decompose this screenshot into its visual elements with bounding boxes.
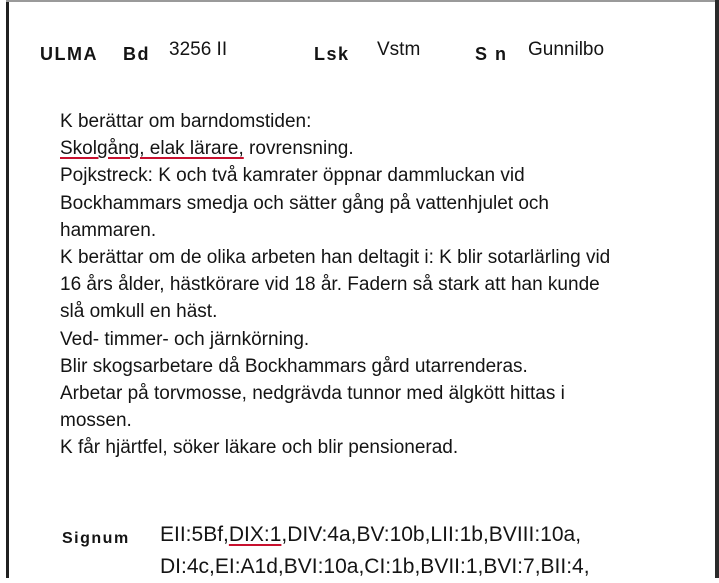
signum-codes: [160, 519, 590, 583]
signum-line: DI:4c,EI:A1d,BVI:10a,CI:1b,BVII:1,BVI:7,BII:4,: [160, 555, 590, 578]
sn-label: S n: [475, 44, 508, 64]
body-line: Blir skogsarbetare då Bockhammars gård utarrenderas.: [60, 355, 528, 377]
body-line: K berättar om de olika arbeten han deltagit i: K blir sotarlärling vid: [60, 247, 611, 269]
sn-value: Gunnilbo: [528, 39, 605, 60]
body-line: 16 års ålder, hästkörare vid 18 år. Fadern så stark att han kunde: [60, 274, 600, 296]
body-line: mossen.: [60, 410, 132, 432]
archive-label: ULMA: [40, 44, 98, 64]
signum-code-underlined: DIX:1: [228, 523, 282, 546]
underlined-topic: Skolgång, elak lärare,: [60, 138, 244, 160]
bd-label: Bd: [123, 44, 150, 64]
body-line: hammaren.: [60, 219, 157, 241]
lsk-label: Lsk: [314, 44, 350, 64]
body-line: K berättar om barndomstiden:: [60, 111, 312, 132]
signum-code: ,DIV:4a,BV:10b,LII:1b,BVIII:10a,: [281, 523, 582, 546]
body-line: Arbetar på torvmosse, nedgrävda tunnor med älgkött hittas i: [60, 383, 565, 405]
body-line: slå omkull en häst.: [60, 301, 218, 323]
signum-line: [160, 519, 590, 551]
lsk-value: Vstm: [377, 39, 421, 60]
body-line: [60, 135, 710, 162]
signum-label: Signum: [62, 530, 130, 547]
record-body: [60, 108, 710, 462]
body-line-rest: rovrensning.: [243, 138, 354, 160]
signum-code: EII:5Bf,: [160, 523, 229, 546]
body-line: Bockhammars smedja och sätter gång på vattenhjulet och: [60, 192, 549, 214]
body-line: K får hjärtfel, söker läkare och blir pensionerad.: [60, 437, 459, 459]
body-line: Ved- timmer- och järnkörning.: [60, 328, 310, 350]
card-left-border: [6, 0, 9, 578]
card-top-border: [6, 0, 719, 2]
body-line: Pojkstreck: K och två kamrater öppnar dammluckan vid: [60, 165, 525, 187]
bd-value: 3256 II: [169, 39, 228, 60]
card-right-border: [715, 0, 719, 578]
